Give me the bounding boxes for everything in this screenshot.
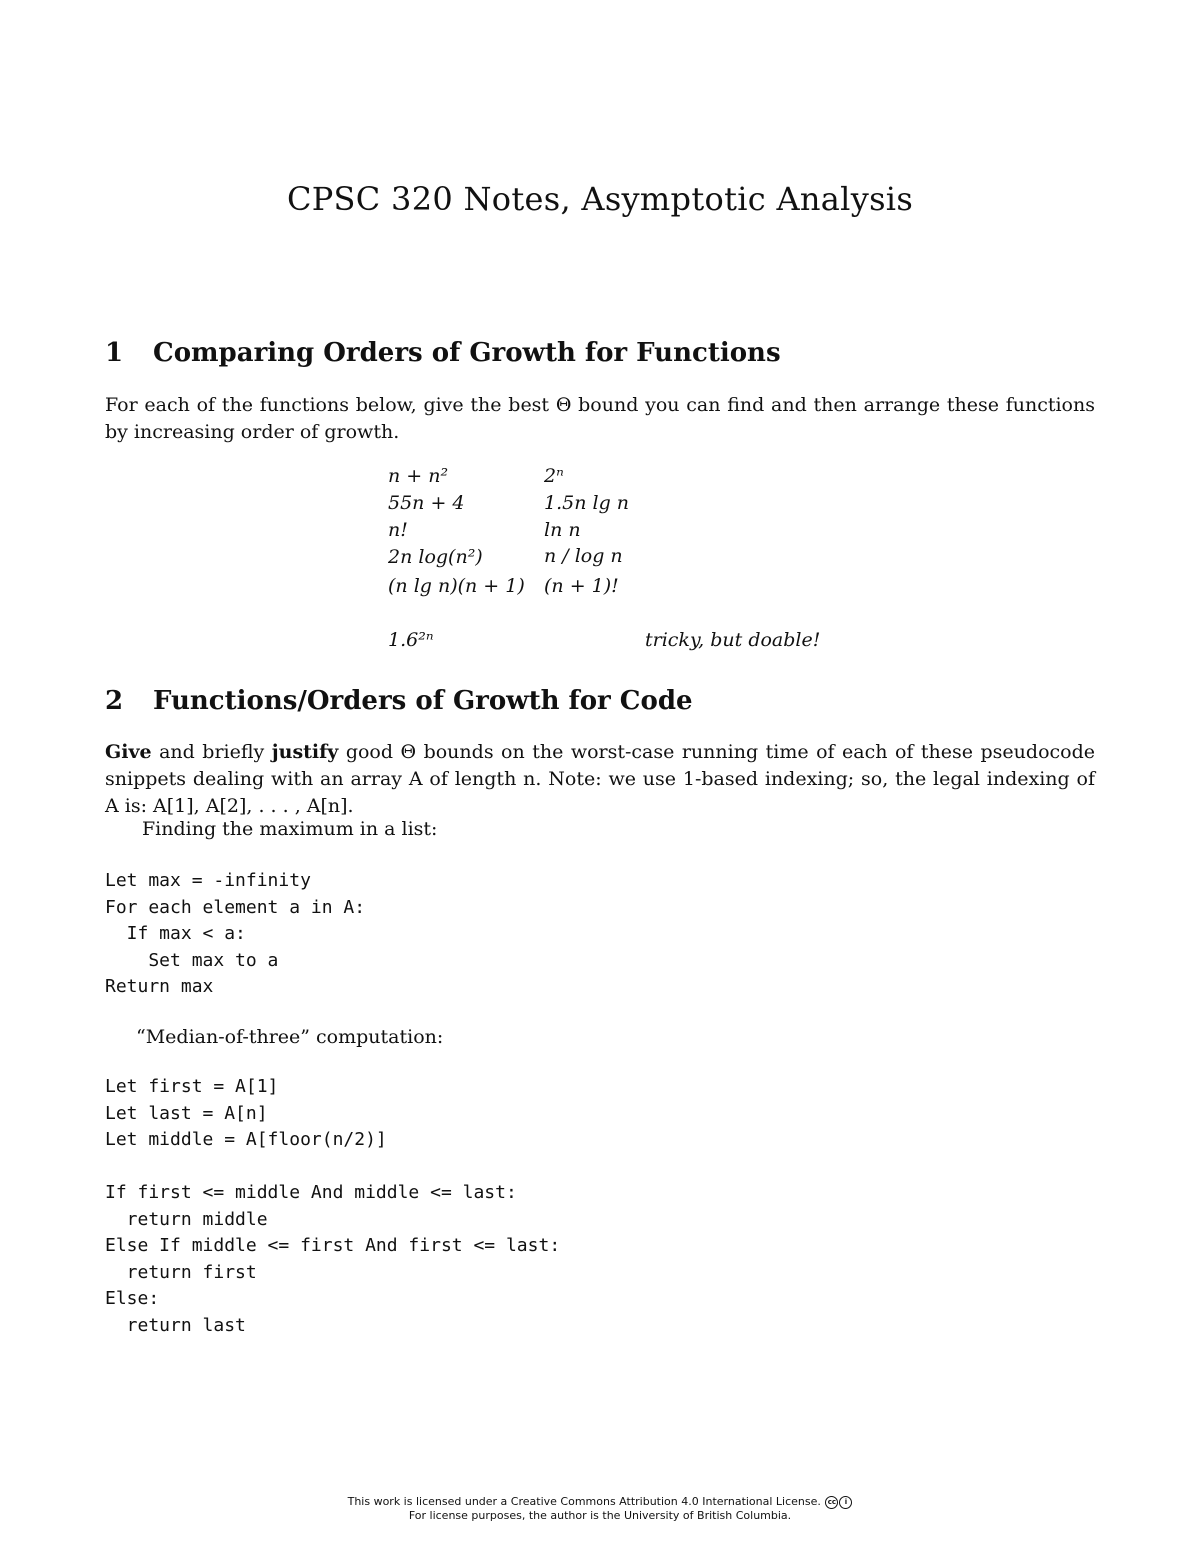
section-2-heading xyxy=(105,686,693,716)
section-2-number: 2 xyxy=(105,686,124,716)
intro-bold-justify: justify xyxy=(271,741,339,763)
section-2-intro xyxy=(105,739,1095,820)
function-left-1: n + n² xyxy=(388,465,449,487)
license-line-1 xyxy=(0,1495,1200,1509)
function-right-3: ln n xyxy=(544,519,581,541)
intro-bold-give: Give xyxy=(105,741,152,763)
license-text: This work is licensed under a Creative Commons Attribution 4.0 International License. xyxy=(347,1495,821,1508)
section-1-number: 1 xyxy=(105,338,124,368)
tricky-note: tricky, but doable! xyxy=(645,629,821,651)
code-2-label: “Median-of-three” computation: xyxy=(136,1026,444,1048)
section-1-heading xyxy=(105,338,781,368)
license-line-2: For license purposes, the author is the University of British Columbia. xyxy=(408,1509,792,1522)
function-right-5: (n + 1)! xyxy=(544,575,619,597)
function-right-1: 2ⁿ xyxy=(544,465,564,487)
by-icon: i xyxy=(839,1496,852,1509)
function-left-6: 1.6²ⁿ xyxy=(388,629,434,651)
cc-icon: cc xyxy=(825,1496,838,1509)
section-1-intro: For each of the functions below, give the best Θ bound you can find and then arrange these functions by increasing order of growth. xyxy=(105,394,1095,443)
function-right-2: 1.5n lg n xyxy=(544,492,630,514)
intro-rest: good Θ bounds on the worst-case running time of each of these pseudocode snippets dealing with an array A of length n. Note: we use 1-based indexing; so, the legal indexing of A is: A[1], A[2], . . . , A[n]. xyxy=(105,741,1096,817)
code-1-label: Finding the maximum in a list: xyxy=(142,818,438,840)
function-left-5: (n lg n)(n + 1) xyxy=(388,575,525,597)
section-2-title: Functions/Orders of Growth for Code xyxy=(153,686,693,716)
function-left-3: n! xyxy=(388,519,408,541)
section-1-title: Comparing Orders of Growth for Functions xyxy=(153,338,781,368)
function-right-4: n / log n xyxy=(544,545,623,567)
page-title: CPSC 320 Notes, Asymptotic Analysis xyxy=(286,180,914,218)
license-footer xyxy=(0,1495,1200,1523)
function-left-2: 55n + 4 xyxy=(388,492,465,514)
intro-mid: and briefly xyxy=(151,741,272,763)
code-block-max: Let max = -infinity For each element a in A: If max < a: Set max to a Return max xyxy=(105,870,366,997)
code-block-median: Let first = A[1] Let last = A[n] Let middle = A[floor(n/2)] If first <= middle And middle <= last: return middle Else If middle <= first And first <= last: return first Else: return last xyxy=(105,1076,561,1336)
function-left-4: 2n log(n²) xyxy=(388,546,483,568)
